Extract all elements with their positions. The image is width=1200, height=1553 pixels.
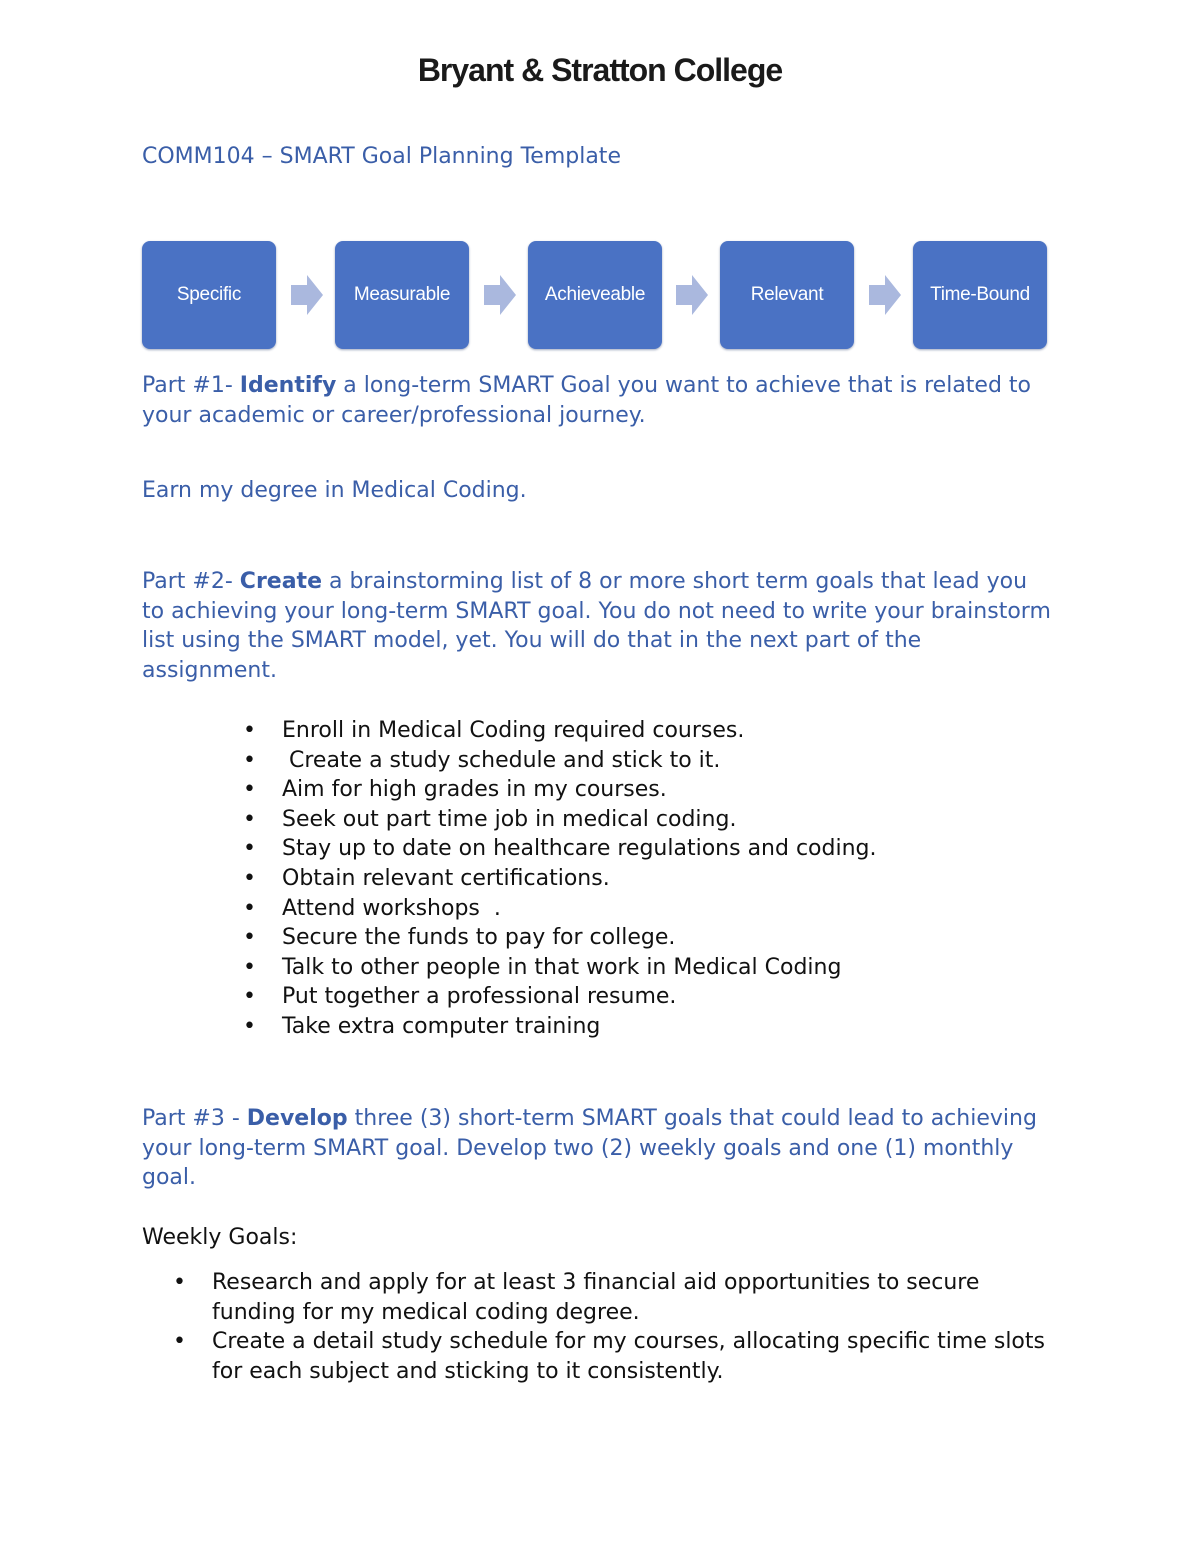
list-item: • Research and apply for at least 3 financial aid opportunities to secure funding for my medical coding degree. (173, 1270, 980, 1325)
part3-prompt: Part #3 - Develop three (3) short-term SMART goals that could lead to achieving your long-term SMART goal. Develop two (2) weekly goals and one (1) monthly goal. (142, 1106, 1037, 1191)
document-title: COMM104 – SMART Goal Planning Template (142, 144, 621, 169)
list-item: • Create a study schedule and stick to it. (243, 747, 721, 773)
brainstorm-list (0, 716, 1200, 1042)
part2-prompt: Part #2- Create a brainstorming list of 8 or more short term goals that lead you to achieving your long-term SMART goal. You do not need to write your brainstorm list using the SMART model, yet. You will do that in the next part of the assignment. (142, 569, 1051, 683)
list-item: • Talk to other people in that work in Medical Coding (243, 954, 842, 980)
arrow-right-icon (676, 275, 708, 315)
weekly-goals-list (0, 1268, 1200, 1386)
college-logo: Bryant & Stratton College (417, 52, 783, 88)
weekly-goals-label: Weekly Goals: (142, 1225, 298, 1250)
arrow-right-icon (484, 275, 516, 315)
list-item: • Create a detail study schedule for my courses, allocating specific time slots for each subject and sticking to it consistently. (173, 1329, 1045, 1384)
list-item: • Stay up to date on healthcare regulations and coding. (243, 836, 877, 862)
smart-step-specific: Specific (142, 241, 276, 349)
list-item: • Seek out part time job in medical coding. (243, 806, 737, 832)
list-item: • Secure the funds to pay for college. (243, 925, 676, 951)
arrow-right-icon (869, 275, 901, 315)
arrow-right-icon (291, 275, 323, 315)
list-item: • Put together a professional resume. (243, 984, 677, 1010)
list-item: • Obtain relevant certifications. (243, 865, 610, 891)
list-item: • Attend workshops . (243, 895, 501, 921)
smart-step-time-bound: Time-Bound (913, 241, 1047, 349)
smart-flow-diagram (142, 241, 1048, 351)
list-item: • Take extra computer training (243, 1013, 601, 1039)
smart-step-measurable: Measurable (335, 241, 469, 349)
smart-step-relevant: Relevant (720, 241, 854, 349)
part1-prompt: Part #1- Identify a long-term SMART Goal you want to achieve that is related to your academic or career/professional journey. (142, 373, 1032, 428)
part1-answer: Earn my degree in Medical Coding. (142, 478, 527, 503)
smart-step-achievable: Achieveable (528, 241, 662, 349)
list-item: • Enroll in Medical Coding required courses. (243, 718, 745, 743)
list-item: • Aim for high grades in my courses. (243, 777, 667, 803)
